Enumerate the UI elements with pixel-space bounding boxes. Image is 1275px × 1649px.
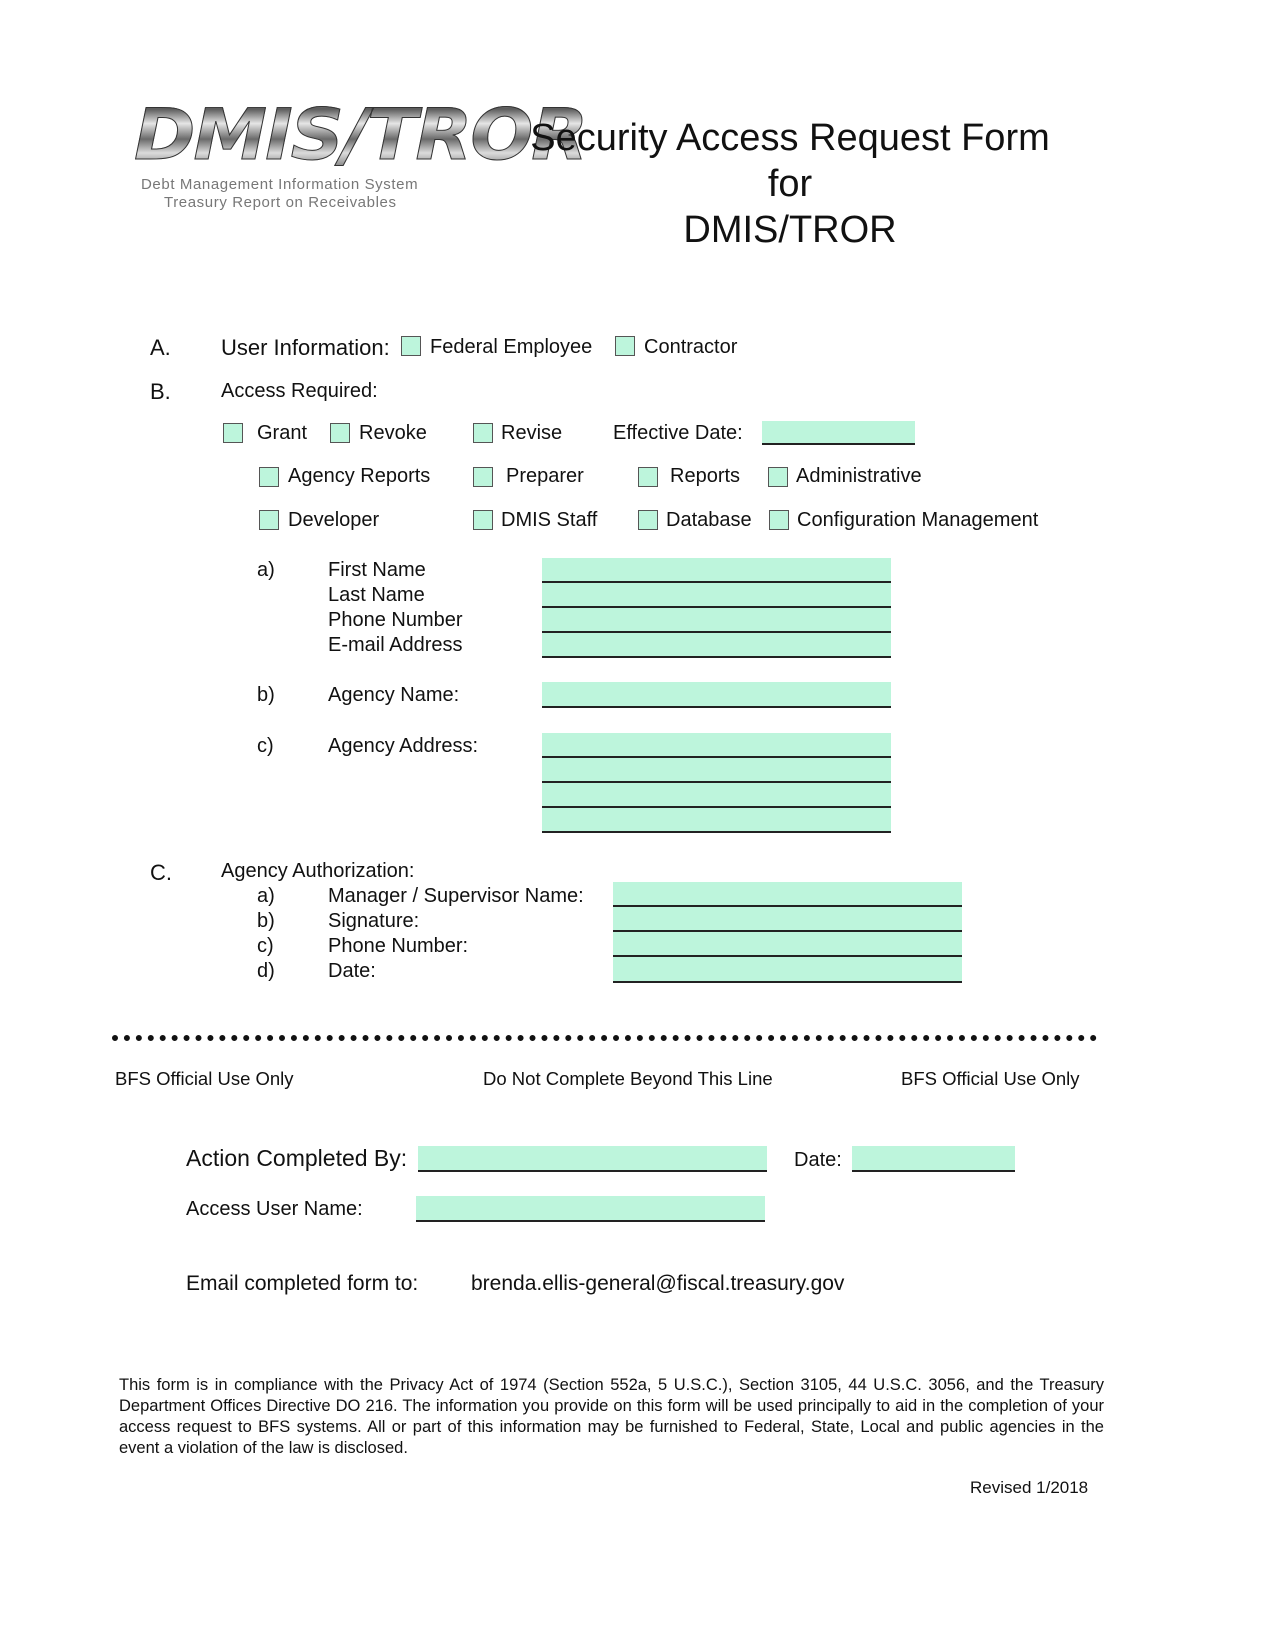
last-name-field[interactable] bbox=[542, 583, 891, 608]
section-a-letter: A. bbox=[150, 335, 171, 360]
authorization-date-field[interactable] bbox=[613, 957, 962, 983]
agency-address-marker: c) bbox=[257, 735, 274, 757]
page-title-line1: Security Access Request Form for bbox=[530, 117, 1050, 205]
access-required-label: Access Required: bbox=[221, 380, 378, 402]
signature-label: Signature: bbox=[328, 910, 420, 932]
section-b-letter: B. bbox=[150, 379, 171, 404]
user-information-label: User Information: bbox=[221, 335, 390, 360]
official-use-right-label: BFS Official Use Only bbox=[901, 1068, 1080, 1089]
agency-name-label: Agency Name: bbox=[328, 684, 460, 706]
federal-employee-label: Federal Employee bbox=[430, 336, 593, 358]
do-not-complete-label: Do Not Complete Beyond This Line bbox=[483, 1068, 773, 1089]
phone-number-field[interactable] bbox=[542, 608, 891, 633]
manager-name-label: Manager / Supervisor Name: bbox=[328, 885, 584, 907]
access-user-name-field[interactable] bbox=[416, 1196, 765, 1222]
last-name-label: Last Name bbox=[328, 584, 425, 606]
revoke-checkbox[interactable] bbox=[330, 423, 350, 443]
agency-reports-checkbox[interactable] bbox=[259, 467, 279, 487]
administrative-label: Administrative bbox=[796, 465, 922, 487]
agency-name-marker: b) bbox=[257, 684, 275, 706]
first-name-label: First Name bbox=[328, 559, 426, 581]
developer-checkbox[interactable] bbox=[259, 510, 279, 530]
revise-checkbox[interactable] bbox=[473, 423, 493, 443]
name-fields-marker: a) bbox=[257, 559, 275, 581]
preparer-checkbox[interactable] bbox=[473, 467, 493, 487]
contractor-label: Contractor bbox=[644, 336, 738, 358]
dmis-staff-checkbox[interactable] bbox=[473, 510, 493, 530]
grant-checkbox[interactable] bbox=[223, 423, 243, 443]
manager-name-marker: a) bbox=[257, 885, 275, 907]
logo-subtitle-tror: Treasury Report on Receivables bbox=[164, 194, 397, 211]
signature-field[interactable] bbox=[613, 907, 962, 932]
manager-name-field[interactable] bbox=[613, 882, 962, 907]
section-c-letter: C. bbox=[150, 860, 172, 885]
contractor-checkbox[interactable] bbox=[615, 336, 635, 356]
effective-date-field[interactable] bbox=[762, 421, 915, 445]
page-title-line2: DMIS/TROR bbox=[683, 209, 897, 251]
agency-reports-label: Agency Reports bbox=[288, 465, 431, 487]
effective-date-label: Effective Date: bbox=[613, 422, 743, 444]
agency-address-line4-field[interactable] bbox=[542, 808, 891, 833]
configuration-management-checkbox[interactable] bbox=[769, 510, 789, 530]
authorization-date-label: Date: bbox=[328, 960, 376, 982]
agency-address-line2-field[interactable] bbox=[542, 758, 891, 783]
configuration-management-label: Configuration Management bbox=[797, 509, 1039, 531]
dmis-tror-logo: DMIS/TROR bbox=[134, 94, 587, 176]
administrative-checkbox[interactable] bbox=[768, 467, 788, 487]
authorizer-phone-label: Phone Number: bbox=[328, 935, 469, 957]
completion-date-label: Date: bbox=[794, 1149, 842, 1171]
official-use-left-label: BFS Official Use Only bbox=[115, 1068, 294, 1089]
agency-authorization-label: Agency Authorization: bbox=[221, 860, 415, 882]
reports-checkbox[interactable] bbox=[638, 467, 658, 487]
grant-label: Grant bbox=[257, 422, 308, 444]
completion-date-field[interactable] bbox=[852, 1146, 1015, 1172]
developer-label: Developer bbox=[288, 509, 380, 531]
signature-marker: b) bbox=[257, 910, 275, 932]
submission-email-link[interactable]: brenda.ellis-general@fiscal.treasury.gov bbox=[471, 1272, 845, 1295]
logo-subtitle-dmis: Debt Management Information System bbox=[141, 176, 419, 193]
revision-date: Revised 1/2018 bbox=[970, 1478, 1089, 1497]
action-completed-field[interactable] bbox=[418, 1146, 767, 1172]
official-use-divider bbox=[112, 1035, 1097, 1041]
action-completed-label: Action Completed By: bbox=[186, 1145, 408, 1171]
database-checkbox[interactable] bbox=[638, 510, 658, 530]
agency-name-field[interactable] bbox=[542, 682, 891, 708]
email-address-label: E-mail Address bbox=[328, 634, 463, 656]
access-user-name-label: Access User Name: bbox=[186, 1198, 363, 1220]
authorization-date-marker: d) bbox=[257, 960, 275, 982]
database-label: Database bbox=[666, 509, 752, 531]
preparer-label: Preparer bbox=[506, 465, 584, 487]
first-name-field[interactable] bbox=[542, 558, 891, 583]
dmis-staff-label: DMIS Staff bbox=[501, 509, 598, 531]
email-completed-form-label: Email completed form to: bbox=[186, 1272, 419, 1295]
authorizer-phone-marker: c) bbox=[257, 935, 274, 957]
page-title bbox=[520, 115, 1060, 253]
revoke-label: Revoke bbox=[359, 422, 427, 444]
reports-label: Reports bbox=[670, 465, 741, 487]
agency-address-line3-field[interactable] bbox=[542, 783, 891, 808]
authorizer-phone-field[interactable] bbox=[613, 932, 962, 957]
agency-address-line1-field[interactable] bbox=[542, 733, 891, 758]
phone-number-label: Phone Number bbox=[328, 609, 463, 631]
email-address-field[interactable] bbox=[542, 633, 891, 658]
federal-employee-checkbox[interactable] bbox=[401, 336, 421, 356]
agency-address-label: Agency Address: bbox=[328, 735, 479, 757]
privacy-act-notice: This form is in compliance with the Privacy Act of 1974 (Section 552a, 5 U.S.C.), Section 3105, 44 U.S.C. 3056, and the Treasury Department Offices Directive DO 216. The information you provide on this form will be used principally to aid in the completion of your access request to BFS systems. All or part of this information may be furnished to Federal, State, Local and public agencies in the event a violation of the law is disclosed. bbox=[119, 1376, 1104, 1457]
revise-label: Revise bbox=[501, 422, 563, 444]
